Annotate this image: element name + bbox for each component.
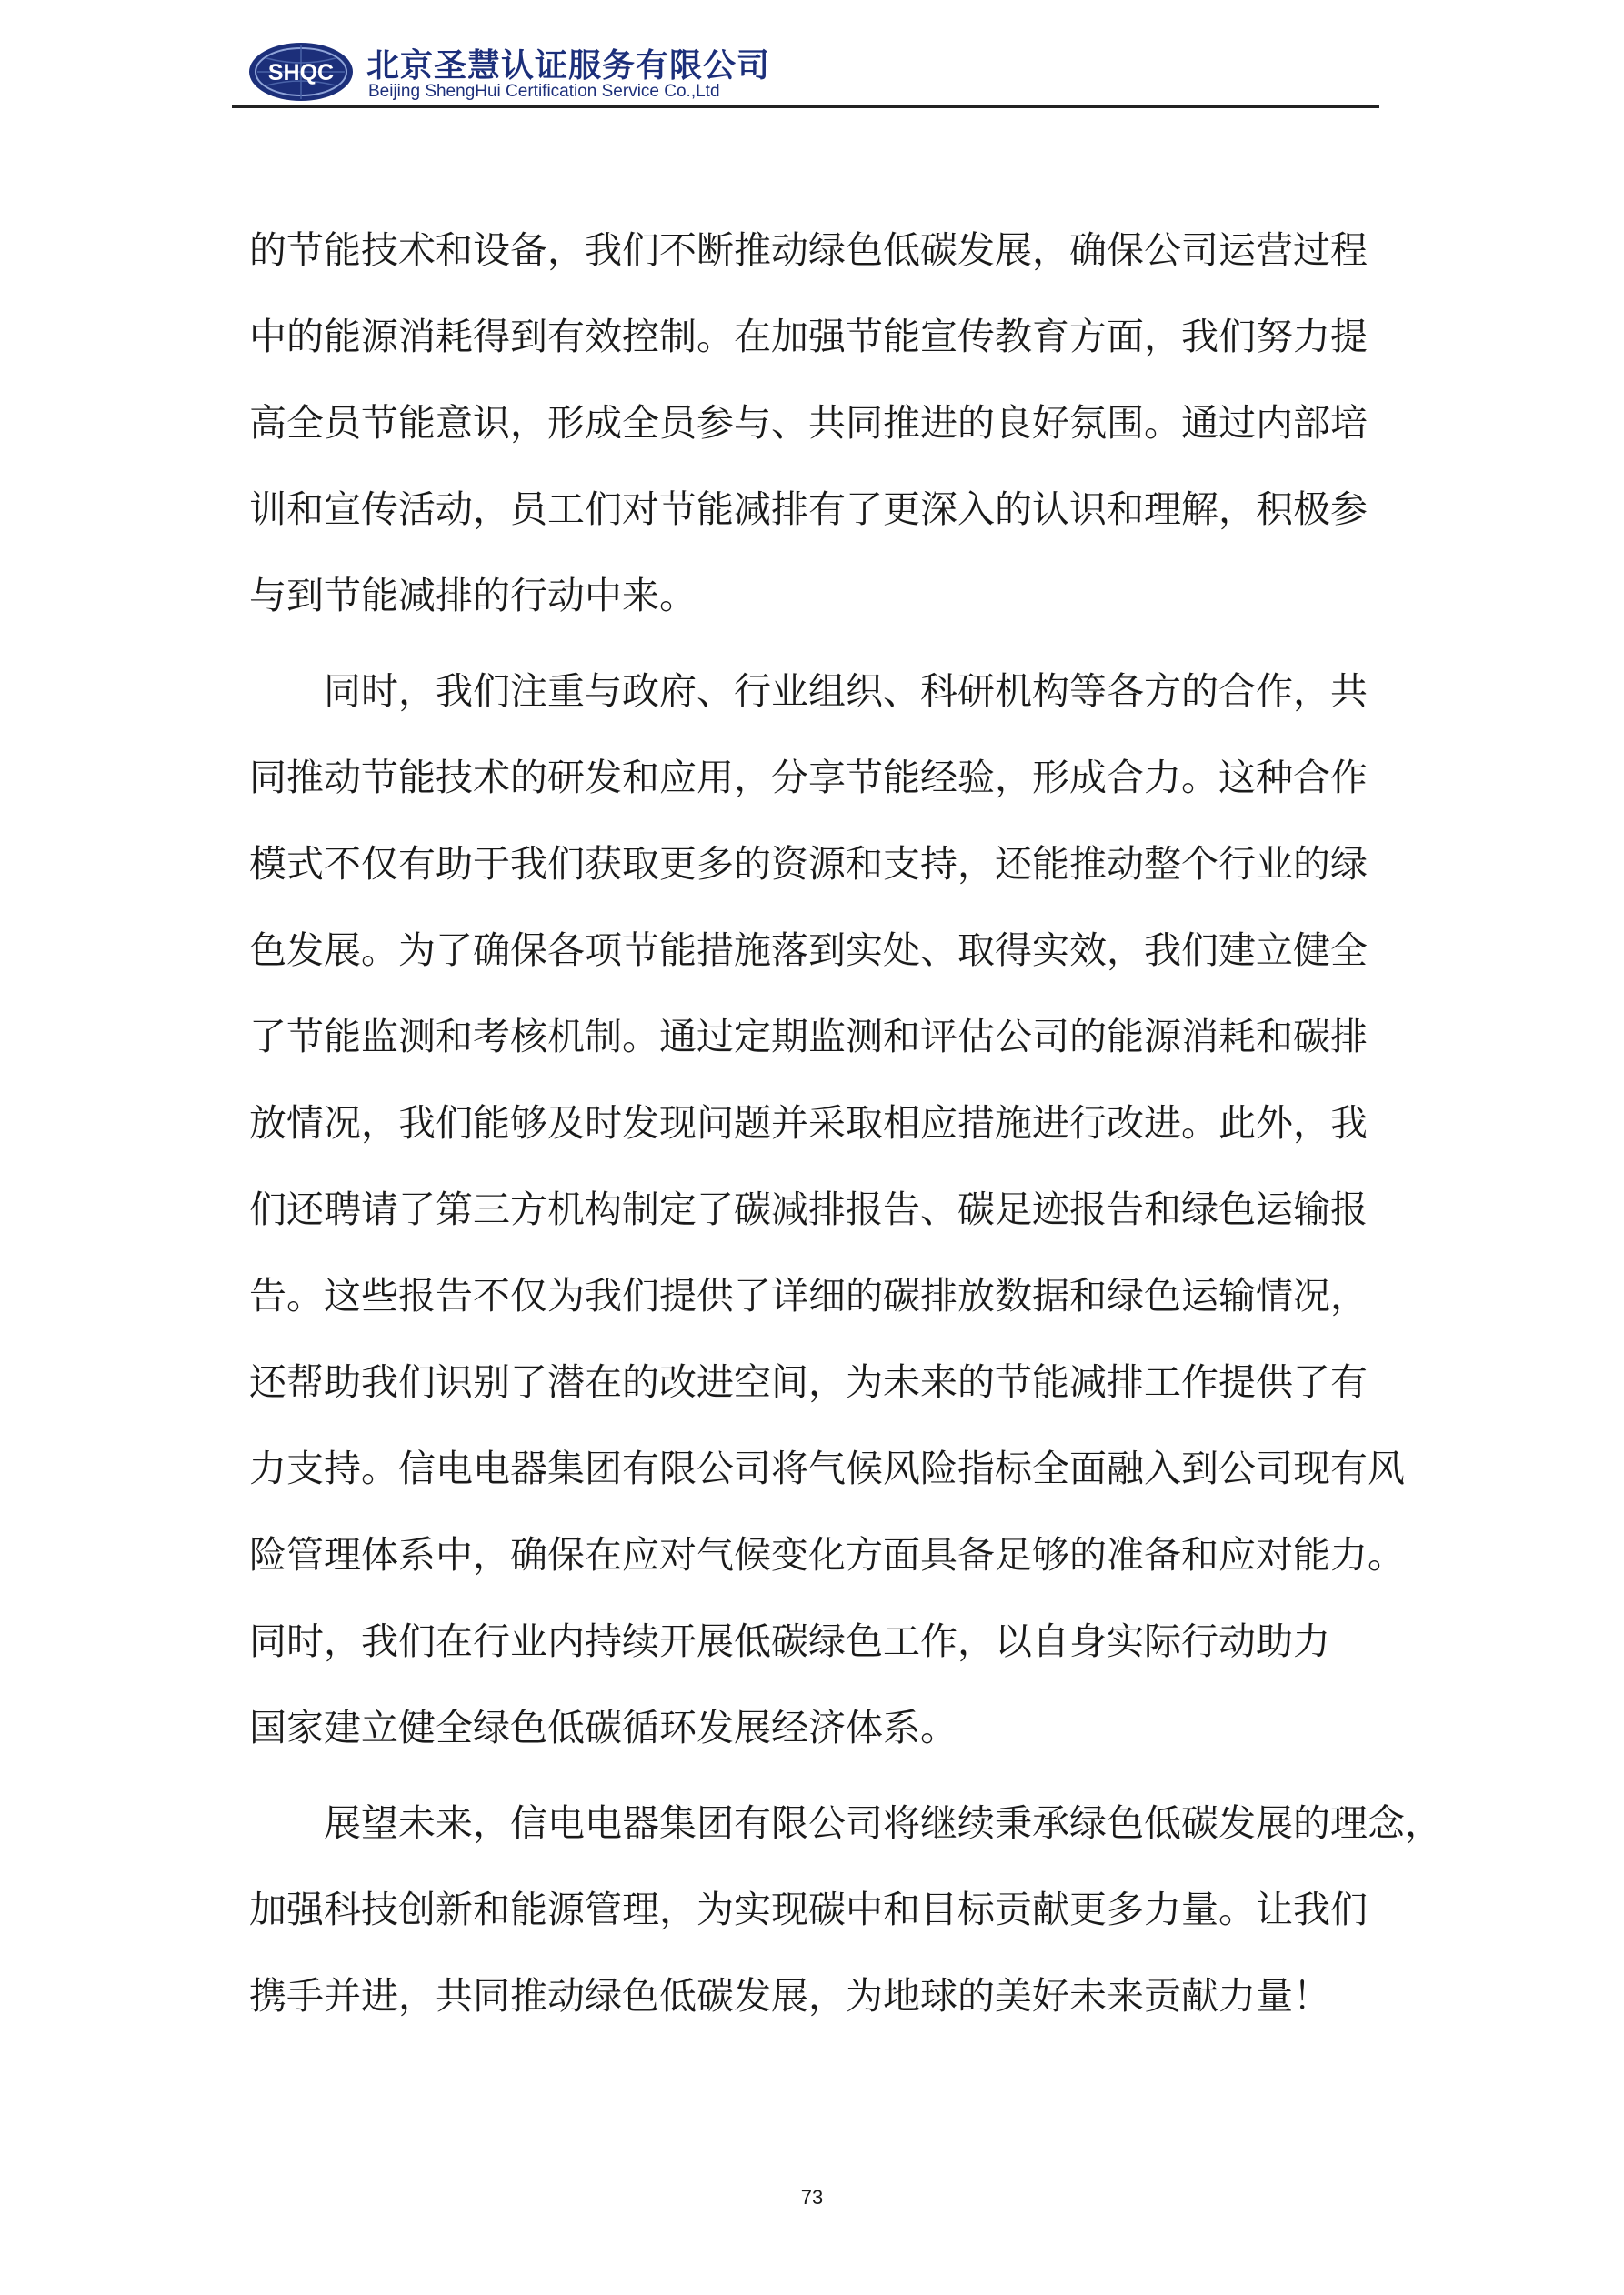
company-name-en: Beijing ShengHui Certification Service Co.,Ltd [368,82,720,101]
text-line: 携手并进，共同推动绿色低碳发展，为地球的美好未来贡献力量！ [249,1974,1330,2018]
text-line: 国家建立健全绿色低碳循环发展经济体系。 [249,1706,957,1749]
text-line: 同推动节能技术的研发和应用，分享节能经验，形成合力。这种合作 [249,756,1368,799]
text-line: 展望未来，信电电器集团有限公司将继续秉承绿色低碳发展的理念， [324,1801,1442,1845]
text-line: 还帮助我们识别了潜在的改进空间，为未来的节能减排工作提供了有 [249,1360,1368,1404]
text-line: 中的能源消耗得到有效控制。在加强节能宣传教育方面，我们努力提 [249,315,1368,358]
paragraph-2 [249,648,1431,1771]
text-line: 高全员节能意识，形成全员参与、共同推进的良好氛围。通过内部培 [249,401,1368,445]
text-line: 模式不仅有助于我们获取更多的资源和支持，还能推动整个行业的绿 [249,842,1368,886]
header-divider [232,105,1379,108]
text-line: 放情况，我们能够及时发现问题并采取相应措施进行改进。此外，我 [249,1101,1368,1145]
text-line: 们还聘请了第三方机构制定了碳减排报告、碳足迹报告和绿色运输报 [249,1188,1368,1231]
text-line: 同时，我们在行业内持续开展低碳绿色工作，以自身实际行动助力 [249,1619,1330,1663]
text-line: 加强科技创新和能源管理，为实现碳中和目标贡献更多力量。让我们 [249,1888,1368,1931]
text-line: 同时，我们注重与政府、行业组织、科研机构等各方的合作，共 [324,669,1368,713]
text-line: 力支持。信电电器集团有限公司将气候风险指标全面融入到公司现有风 [249,1447,1405,1490]
text-line: 险管理体系中，确保在应对气候变化方面具备足够的准备和应对能力。 [249,1533,1405,1577]
text-line: 色发展。为了确保各项节能措施落到实处、取得实效，我们建立健全 [249,928,1368,972]
text-line: 告。这些报告不仅为我们提供了详细的碳排放数据和绿色运输情况， [249,1274,1368,1318]
text-line: 的节能技术和设备，我们不断推动绿色低碳发展，确保公司运营过程 [249,228,1368,272]
shqc-logo [246,40,356,104]
logo-text: SHQC [267,60,335,85]
document-body [249,207,1442,2039]
paragraph-1 [249,207,1431,639]
text-line: 训和宣传活动，员工们对节能减排有了更深入的认识和理解，积极参 [249,487,1368,531]
text-line: 了节能监测和考核机制。通过定期监测和评估公司的能源消耗和碳排 [249,1015,1368,1058]
company-name-cn: 北京圣慧认证服务有限公司 [366,47,771,85]
page-header [232,36,1379,109]
page-number: 73 [800,2186,824,2209]
paragraph-3 [249,1780,1442,2039]
text-line: 与到节能减排的行动中来。 [249,574,697,617]
